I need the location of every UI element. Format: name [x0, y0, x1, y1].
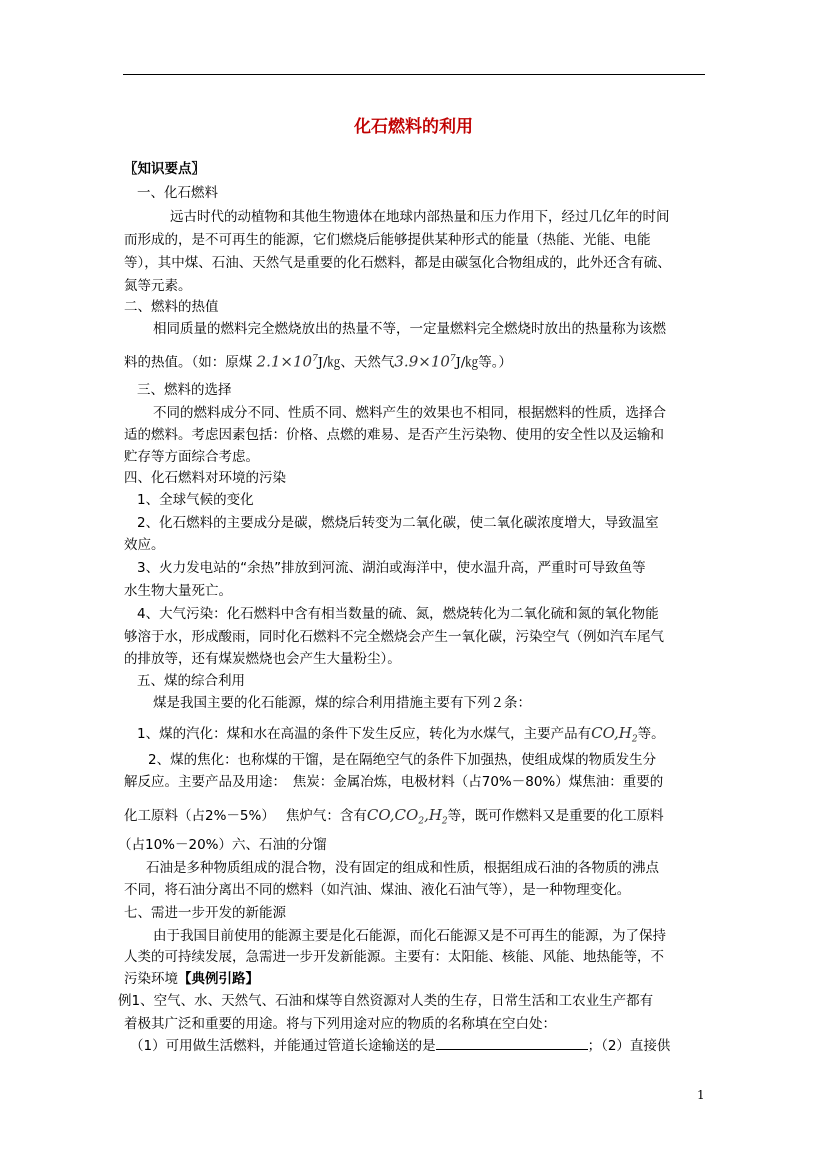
list-item: 2、化石燃料的主要成分是碳，燃烧后转变为二氧化碳，使二氧化碳浓度增大，导致温室: [137, 515, 659, 531]
gasification-suffix: 等。: [637, 726, 665, 742]
gas-heat-value: 3.9×10: [394, 352, 450, 371]
list-item: 4、大气污染：化石燃料中含有相当数量的硫、氮，燃烧转化为二氧化硫和氮的氧化物能: [137, 606, 659, 622]
question-suffix: ；（2）直接供: [587, 1038, 671, 1054]
section-heading-2: 二、燃料的热值: [124, 299, 219, 315]
heat-value-mid: 、天然气: [340, 354, 395, 371]
example-heading: 【典例引路】: [178, 971, 259, 987]
coking-gas-formula-1: CO,CO: [366, 806, 419, 824]
section-heading-7: 七、需进一步开发的新能源: [124, 905, 286, 921]
question-line: [130, 1037, 670, 1055]
paragraph-line: 氮等元素。: [124, 278, 192, 294]
paragraph-line: 煤是我国主要的化石能源，煤的综合利用措施主要有下列２条：: [153, 695, 531, 711]
coking-gas-suffix: 等，既可作燃料又是重要的化工原料: [447, 808, 664, 824]
section-heading-knowledge-points: 〖知识要点〗: [124, 161, 205, 177]
heat-value-suffix: 等。）: [478, 354, 512, 371]
header-rule: [123, 74, 705, 75]
gas-heat-unit: J/㎏: [455, 355, 479, 371]
coking-gas-formula-1-subscript: 2: [418, 816, 425, 827]
coking-gas-line: [124, 806, 664, 831]
paragraph-line: 不同的燃料成分不同、性质不同、燃料产生的效果也不相同，根据燃料的性质，选择合: [153, 405, 666, 421]
paragraph-line: 效应。: [124, 537, 165, 553]
paragraph-line: 贮存等方面综合考虑。: [124, 449, 259, 465]
gasification-products-subscript: 2: [631, 734, 638, 745]
page-number: 1: [697, 1088, 705, 1102]
paragraph-line: 适的燃料。考虑因素包括：价格、点燃的难易、是否产生污染物、使用的安全性以及运输和: [124, 427, 664, 443]
gas-heat-exponent: 7: [449, 354, 456, 364]
example-heading-line: [124, 970, 259, 988]
heat-value-line: [124, 350, 512, 373]
paragraph-line: 而形成的，是不可再生的能源，它们燃烧后能够提供某种形式的能量（热能、光能、电能: [124, 232, 651, 248]
gasification-text: 1、煤的汽化：煤和水在高温的条件下发生反应，转化为水煤气，主要产品有: [137, 726, 592, 742]
coking-line: 2、煤的焦化：也称煤的干馏，是在隔绝空气的条件下加强热，使组成煤的物质发生分: [148, 752, 657, 768]
example-line: 着极其广泛和重要的用途。将与下列用途对应的物质的名称填在空白处：: [124, 1016, 556, 1032]
heat-value-prefix: 料的热值。（如：原煤: [124, 354, 257, 371]
coal-heat-exponent: 7: [312, 354, 318, 364]
section-heading-5: 五、煤的综合利用: [137, 673, 245, 689]
coal-heat-value: 2.1×10: [256, 352, 313, 371]
coal-heat-unit: J/㎏: [317, 355, 341, 371]
paragraph-line: 等），其中煤、石油、天然气是重要的化石燃料，都是由碳氢化合物组成的，此外还含有硫、: [124, 255, 671, 271]
paragraph-line: 由于我国目前使用的能源主要是化石能源，而化石能源又是不可再生的能源，为了保持: [153, 928, 666, 944]
paragraph-line: 的排放等，还有煤炭燃烧也会产生大量粉尘）。: [124, 651, 401, 667]
paragraph-line: 够溶于水，形成酸雨，同时化石燃料不完全燃烧会产生一氧化碳，污染空气（例如汽车尾气: [124, 629, 664, 645]
example-line: 例1、空气、水、天然气、石油和煤等自然资源对人类的生存，日常生活和工农业生产都有: [118, 993, 654, 1009]
paragraph-line: 人类的可持续发展，急需进一步开发新能源。主要有：太阳能、核能、风能、地热能等，不: [124, 949, 664, 965]
question-text: （1）可用做生活燃料，并能通过管道长途输送的是: [130, 1038, 436, 1054]
paragraph-line: （占10%－20%）六、石油的分馏: [118, 837, 327, 853]
environment-text: 污染环境: [124, 971, 178, 987]
coking-gas-text: 化工原料（占2%－5%） 焦炉气：含有: [124, 808, 367, 824]
coking-gas-formula-2: ,H: [424, 806, 442, 824]
list-item: 1、全球气候的变化: [137, 492, 254, 508]
gasification-products: CO,H: [591, 724, 632, 742]
coking-gas-formula-2-subscript: 2: [441, 816, 448, 827]
answer-blank[interactable]: [436, 1037, 588, 1050]
section-heading-1: 一、化石燃料: [137, 185, 218, 201]
paragraph-line: 远古时代的动植物和其他生物遗体在地球内部热量和压力作用下，经过几亿年的时间: [170, 209, 670, 225]
paragraph-line: 不同，将石油分离出不同的燃料（如汽油、煤油、液化石油气等），是一种物理变化。: [124, 882, 631, 898]
section-heading-4: 四、化石燃料对环境的污染: [124, 470, 286, 486]
list-item: 3、火力发电站的“余热”排放到河流、湖泊或海洋中，使水温升高，严重时可导致鱼等: [137, 560, 646, 576]
paragraph-line: 水生物大量死亡。: [124, 583, 232, 599]
gasification-line: [137, 724, 665, 749]
section-heading-3: 三、燃料的选择: [137, 382, 232, 398]
paragraph-line: 相同质量的燃料完全燃烧放出的热量不等，一定量燃料完全燃烧时放出的热量称为该燃: [153, 321, 666, 337]
paragraph-line: 解反应。主要产品及用途： 焦炭：金属冶炼，电极材料（占70%－80%）煤焦油：重要的: [124, 774, 664, 790]
paragraph-line: 石油是多种物质组成的混合物，没有固定的组成和性质，根据组成石油的各物质的沸点: [146, 860, 659, 876]
page-title: 化石燃料的利用: [354, 117, 473, 137]
